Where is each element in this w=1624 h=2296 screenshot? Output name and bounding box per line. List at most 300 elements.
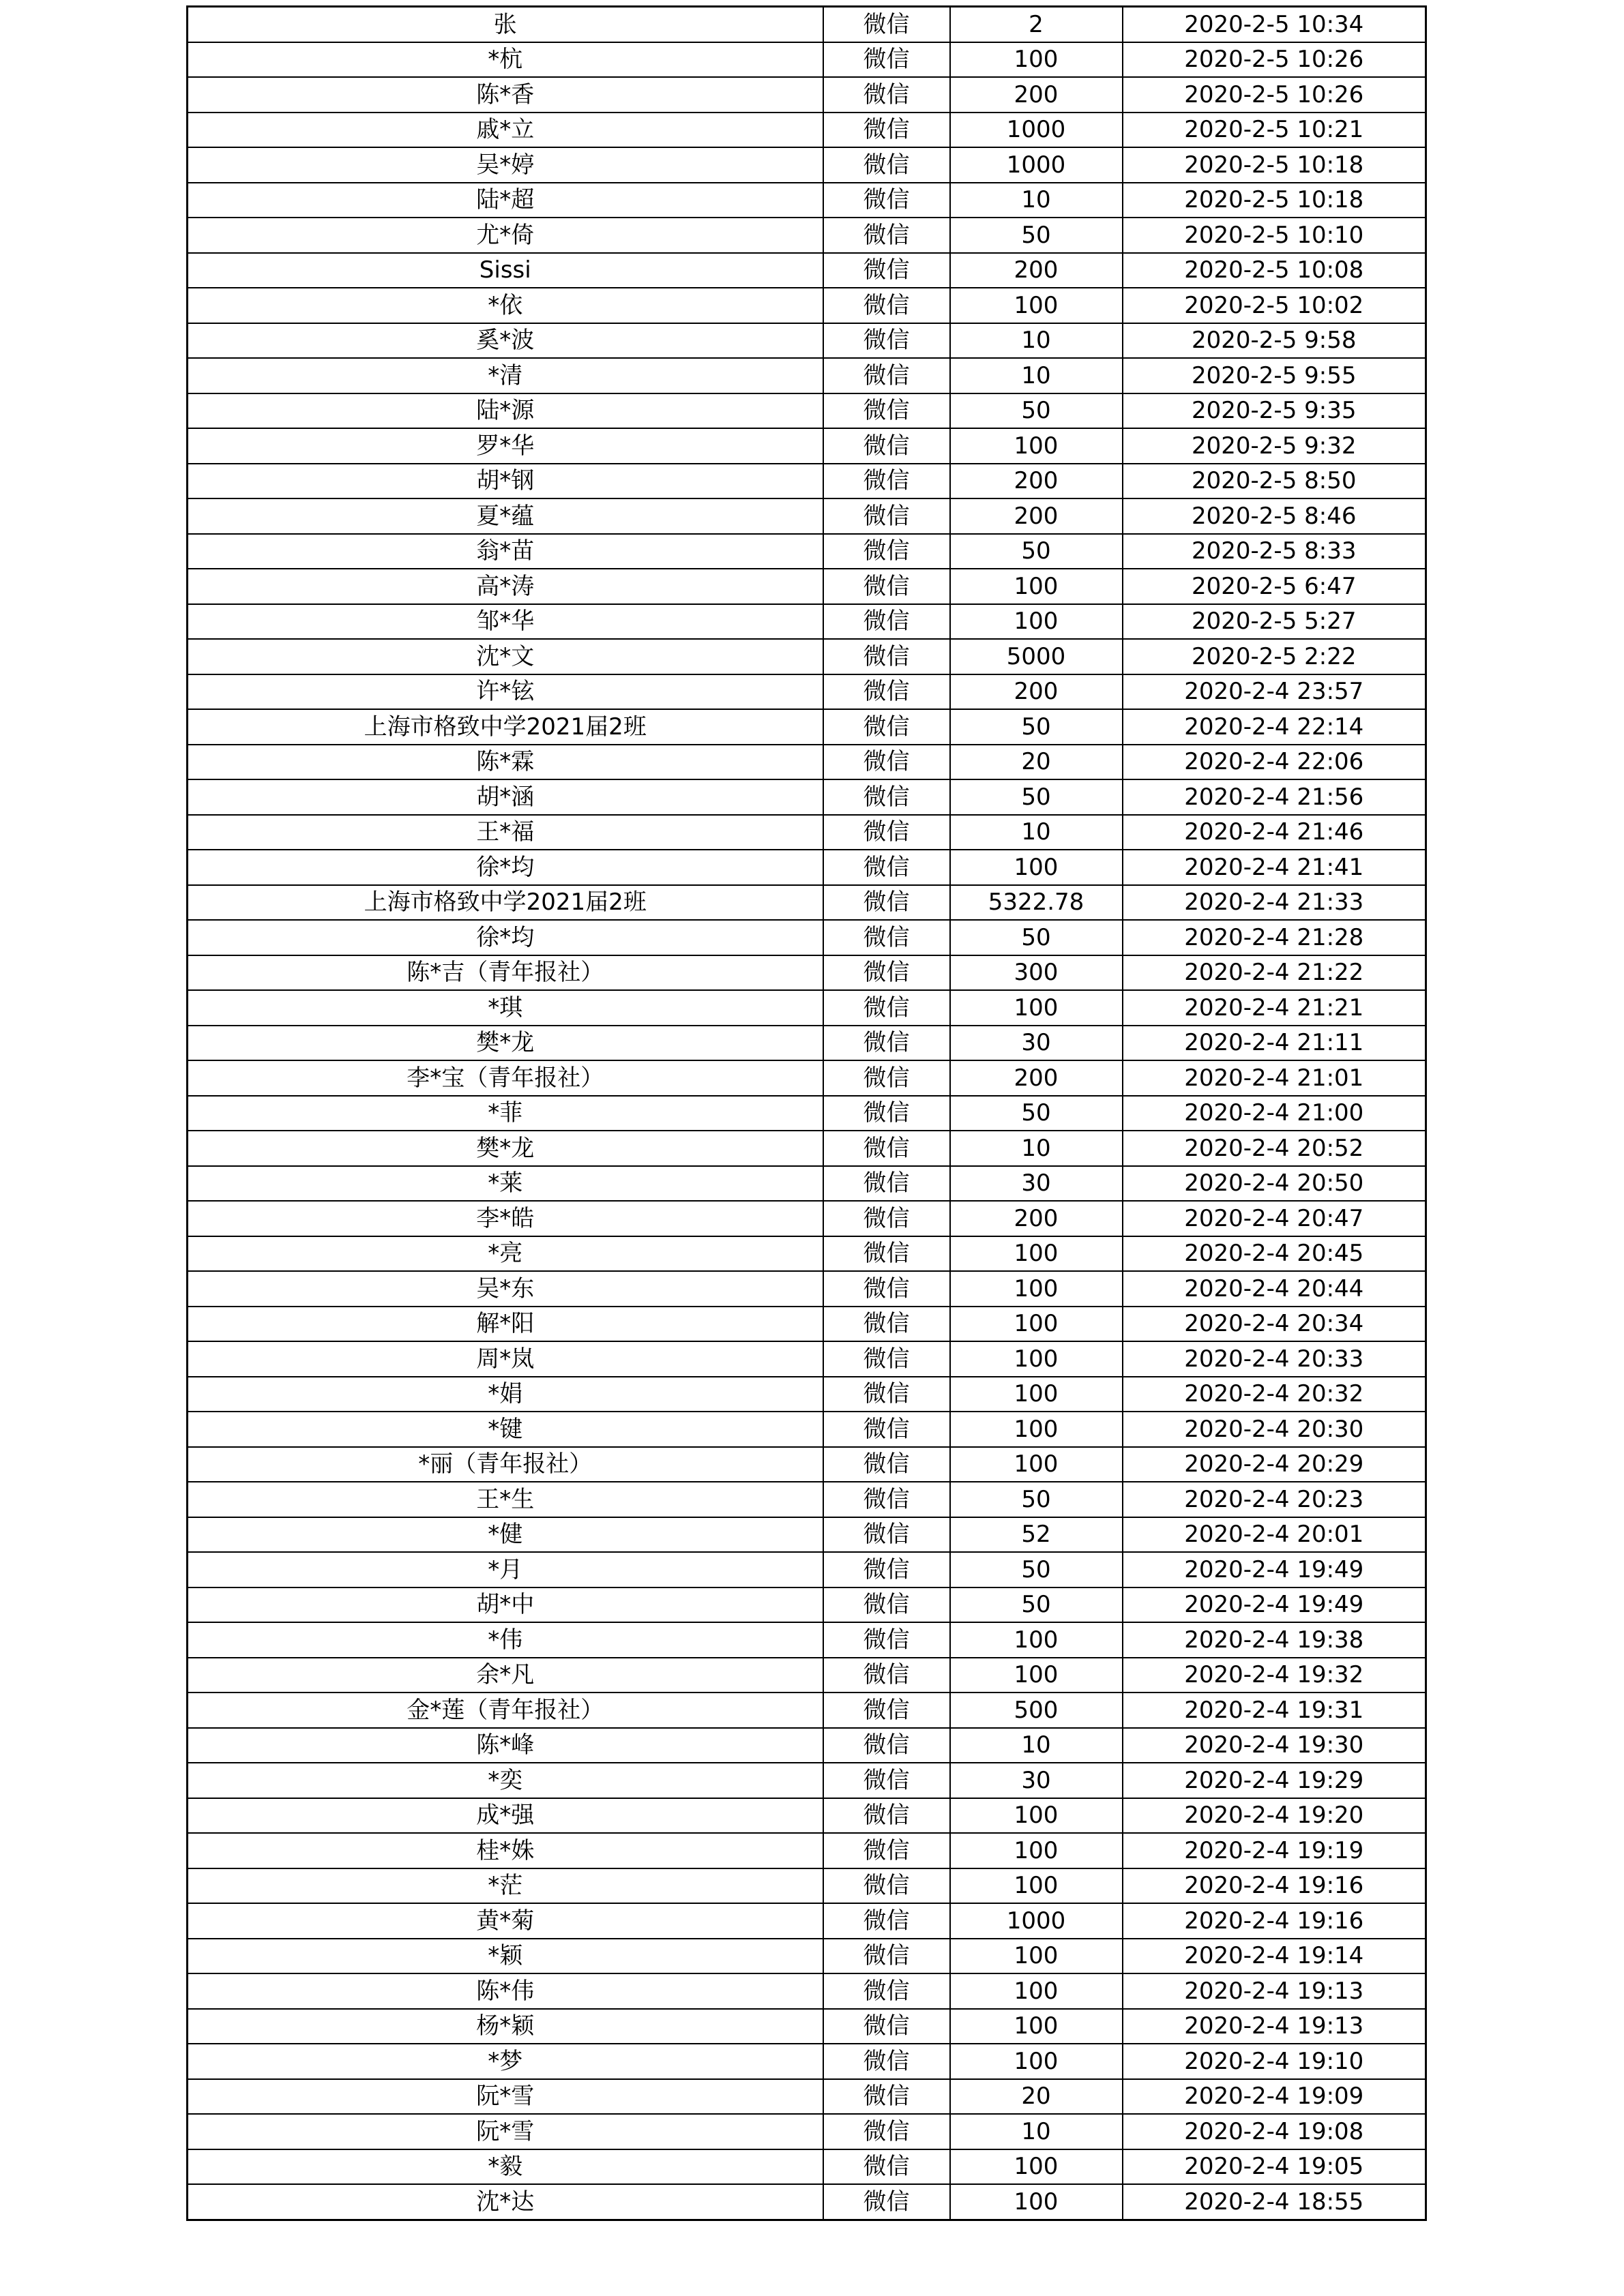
table-row [188,7,1426,42]
datetime-cell: 2020-2-5 10:02 [1123,288,1426,323]
payment-method-cell: 微信 [823,569,950,604]
payment-method-cell: 微信 [823,1517,950,1553]
amount-cell: 100 [950,2184,1123,2220]
table-row [188,1271,1426,1307]
amount-cell: 50 [950,1587,1123,1623]
datetime-cell: 2020-2-4 23:57 [1123,674,1426,710]
table-row [188,1833,1426,1868]
table-row [188,1096,1426,1131]
table-row [188,990,1426,1026]
table-row [188,1377,1426,1412]
table-row [188,1482,1426,1517]
amount-cell: 5322.78 [950,885,1123,921]
amount-cell: 100 [950,2044,1123,2079]
amount-cell: 100 [950,1236,1123,1272]
payment-method-cell: 微信 [823,218,950,253]
payment-method-cell: 微信 [823,1307,950,1342]
donation-table-body [188,7,1426,2220]
datetime-cell: 2020-2-5 5:27 [1123,604,1426,640]
payment-method-cell: 微信 [823,990,950,1026]
table-row [188,1201,1426,1236]
donor-name-cell: *月 [188,1552,823,1587]
amount-cell: 100 [950,1271,1123,1307]
payment-method-cell: 微信 [823,147,950,183]
donor-name-cell: *杭 [188,42,823,78]
payment-method-cell: 微信 [823,428,950,464]
payment-method-cell: 微信 [823,1693,950,1728]
amount-cell: 300 [950,955,1123,991]
datetime-cell: 2020-2-4 19:49 [1123,1587,1426,1623]
payment-method-cell: 微信 [823,1798,950,1834]
datetime-cell: 2020-2-4 21:56 [1123,779,1426,815]
table-row [188,1693,1426,1728]
datetime-cell: 2020-2-4 21:21 [1123,990,1426,1026]
table-row [188,1763,1426,1798]
payment-method-cell: 微信 [823,1728,950,1763]
table-row [188,639,1426,674]
payment-method-cell: 微信 [823,850,950,885]
datetime-cell: 2020-2-5 8:33 [1123,534,1426,569]
donor-name-cell: 奚*波 [188,323,823,359]
payment-method-cell: 微信 [823,955,950,991]
amount-cell: 1000 [950,147,1123,183]
donor-name-cell: *毅 [188,2149,823,2185]
datetime-cell: 2020-2-4 19:16 [1123,1868,1426,1904]
amount-cell: 10 [950,1728,1123,1763]
donor-name-cell: *依 [188,288,823,323]
datetime-cell: 2020-2-5 9:32 [1123,428,1426,464]
donor-name-cell: *奕 [188,1763,823,1798]
donor-name-cell: *琪 [188,990,823,1026]
amount-cell: 100 [950,1622,1123,1658]
table-row [188,323,1426,359]
datetime-cell: 2020-2-4 21:33 [1123,885,1426,921]
table-row [188,709,1426,745]
donor-name-cell: 吴*婷 [188,147,823,183]
datetime-cell: 2020-2-4 20:52 [1123,1131,1426,1166]
table-row [188,1868,1426,1904]
table-row [188,113,1426,148]
donor-name-cell: *键 [188,1412,823,1447]
amount-cell: 100 [950,1447,1123,1482]
table-row [188,569,1426,604]
amount-cell: 100 [950,1798,1123,1834]
datetime-cell: 2020-2-4 21:46 [1123,815,1426,850]
payment-method-cell: 微信 [823,1447,950,1482]
donor-name-cell: 樊*龙 [188,1131,823,1166]
donor-name-cell: 陆*超 [188,183,823,218]
amount-cell: 100 [950,1377,1123,1412]
payment-method-cell: 微信 [823,323,950,359]
payment-method-cell: 微信 [823,604,950,640]
donor-name-cell: 陈*霖 [188,745,823,780]
table-row [188,1307,1426,1342]
donor-name-cell: 上海市格致中学2021届2班 [188,709,823,745]
amount-cell: 30 [950,1763,1123,1798]
amount-cell: 20 [950,2079,1123,2115]
datetime-cell: 2020-2-5 10:26 [1123,77,1426,113]
table-row [188,1412,1426,1447]
amount-cell: 20 [950,745,1123,780]
payment-method-cell: 微信 [823,464,950,499]
table-row [188,745,1426,780]
datetime-cell: 2020-2-4 20:45 [1123,1236,1426,1272]
amount-cell: 100 [950,1868,1123,1904]
payment-method-cell: 微信 [823,1833,950,1868]
amount-cell: 200 [950,498,1123,534]
amount-cell: 100 [950,2149,1123,2185]
amount-cell: 100 [950,1939,1123,1974]
donor-name-cell: *颖 [188,1939,823,1974]
donor-name-cell: 阮*雪 [188,2114,823,2149]
payment-method-cell: 微信 [823,42,950,78]
amount-cell: 50 [950,218,1123,253]
datetime-cell: 2020-2-5 9:35 [1123,393,1426,429]
amount-cell: 100 [950,604,1123,640]
payment-method-cell: 微信 [823,779,950,815]
payment-method-cell: 微信 [823,1377,950,1412]
payment-method-cell: 微信 [823,639,950,674]
datetime-cell: 2020-2-4 19:14 [1123,1939,1426,1974]
table-row [188,1658,1426,1693]
table-row [188,1060,1426,1096]
table-row [188,1939,1426,1974]
payment-method-cell: 微信 [823,498,950,534]
donor-name-cell: 高*涛 [188,569,823,604]
amount-cell: 50 [950,393,1123,429]
amount-cell: 100 [950,569,1123,604]
datetime-cell: 2020-2-5 10:26 [1123,42,1426,78]
payment-method-cell: 微信 [823,253,950,288]
donor-name-cell: *健 [188,1517,823,1553]
datetime-cell: 2020-2-5 9:58 [1123,323,1426,359]
payment-method-cell: 微信 [823,885,950,921]
payment-method-cell: 微信 [823,1658,950,1693]
table-row [188,358,1426,393]
payment-method-cell: 微信 [823,1201,950,1236]
amount-cell: 10 [950,323,1123,359]
datetime-cell: 2020-2-5 10:08 [1123,253,1426,288]
amount-cell: 1000 [950,113,1123,148]
donor-name-cell: *莱 [188,1166,823,1202]
datetime-cell: 2020-2-4 21:01 [1123,1060,1426,1096]
datetime-cell: 2020-2-4 21:41 [1123,850,1426,885]
table-row [188,2009,1426,2044]
amount-cell: 100 [950,1412,1123,1447]
datetime-cell: 2020-2-4 18:55 [1123,2184,1426,2220]
donor-name-cell: 上海市格致中学2021届2班 [188,885,823,921]
payment-method-cell: 微信 [823,1096,950,1131]
donor-name-cell: 许*铉 [188,674,823,710]
datetime-cell: 2020-2-5 10:34 [1123,7,1426,42]
datetime-cell: 2020-2-4 19:20 [1123,1798,1426,1834]
table-row [188,1517,1426,1553]
donor-name-cell: 尤*倚 [188,218,823,253]
table-row [188,2149,1426,2185]
amount-cell: 100 [950,990,1123,1026]
table-row [188,147,1426,183]
table-row [188,779,1426,815]
amount-cell: 50 [950,920,1123,955]
datetime-cell: 2020-2-4 19:13 [1123,2009,1426,2044]
table-row [188,885,1426,921]
datetime-cell: 2020-2-5 6:47 [1123,569,1426,604]
amount-cell: 50 [950,534,1123,569]
amount-cell: 100 [950,428,1123,464]
payment-method-cell: 微信 [823,1271,950,1307]
datetime-cell: 2020-2-5 10:18 [1123,183,1426,218]
amount-cell: 100 [950,1833,1123,1868]
table-row [188,428,1426,464]
amount-cell: 500 [950,1693,1123,1728]
donor-name-cell: 杨*颖 [188,2009,823,2044]
donor-name-cell: *伟 [188,1622,823,1658]
payment-method-cell: 微信 [823,113,950,148]
payment-method-cell: 微信 [823,1903,950,1939]
payment-method-cell: 微信 [823,2044,950,2079]
amount-cell: 1000 [950,1903,1123,1939]
amount-cell: 200 [950,674,1123,710]
payment-method-cell: 微信 [823,534,950,569]
donor-name-cell: 沈*文 [188,639,823,674]
table-row [188,2184,1426,2220]
datetime-cell: 2020-2-5 8:50 [1123,464,1426,499]
donor-name-cell: 李*宝（青年报社） [188,1060,823,1096]
table-row [188,253,1426,288]
payment-method-cell: 微信 [823,745,950,780]
payment-method-cell: 微信 [823,393,950,429]
payment-method-cell: 微信 [823,1763,950,1798]
donor-name-cell: 王*福 [188,815,823,850]
donor-name-cell: 解*阳 [188,1307,823,1342]
datetime-cell: 2020-2-5 8:46 [1123,498,1426,534]
amount-cell: 50 [950,1096,1123,1131]
amount-cell: 30 [950,1166,1123,1202]
donor-name-cell: 王*生 [188,1482,823,1517]
table-row [188,1622,1426,1658]
payment-method-cell: 微信 [823,674,950,710]
datetime-cell: 2020-2-4 19:05 [1123,2149,1426,2185]
datetime-cell: 2020-2-4 20:32 [1123,1377,1426,1412]
payment-method-cell: 微信 [823,183,950,218]
donor-name-cell: 陈*吉（青年报社） [188,955,823,991]
donor-name-cell: 余*凡 [188,1658,823,1693]
datetime-cell: 2020-2-4 21:00 [1123,1096,1426,1131]
payment-method-cell: 微信 [823,1973,950,2009]
amount-cell: 100 [950,1341,1123,1377]
donor-name-cell: 李*皓 [188,1201,823,1236]
donor-name-cell: 周*岚 [188,1341,823,1377]
table-row [188,674,1426,710]
payment-method-cell: 微信 [823,815,950,850]
amount-cell: 50 [950,779,1123,815]
amount-cell: 100 [950,2009,1123,2044]
donor-name-cell: 邹*华 [188,604,823,640]
donor-name-cell: *亮 [188,1236,823,1272]
amount-cell: 200 [950,253,1123,288]
donor-name-cell: *梦 [188,2044,823,2079]
donor-name-cell: 陈*峰 [188,1728,823,1763]
table-row [188,920,1426,955]
datetime-cell: 2020-2-4 20:01 [1123,1517,1426,1553]
donor-name-cell: 夏*蕴 [188,498,823,534]
amount-cell: 10 [950,1131,1123,1166]
amount-cell: 10 [950,2114,1123,2149]
donor-name-cell: *娟 [188,1377,823,1412]
payment-method-cell: 微信 [823,1026,950,1061]
amount-cell: 10 [950,815,1123,850]
datetime-cell: 2020-2-4 20:33 [1123,1341,1426,1377]
amount-cell: 100 [950,1307,1123,1342]
payment-method-cell: 微信 [823,1552,950,1587]
table-row [188,288,1426,323]
table-row [188,1798,1426,1834]
table-row [188,815,1426,850]
donor-name-cell: 陆*源 [188,393,823,429]
donor-name-cell: 徐*均 [188,920,823,955]
table-row [188,1236,1426,1272]
donor-name-cell: 张 [188,7,823,42]
datetime-cell: 2020-2-4 19:08 [1123,2114,1426,2149]
datetime-cell: 2020-2-5 10:18 [1123,147,1426,183]
donor-name-cell: 樊*龙 [188,1026,823,1061]
datetime-cell: 2020-2-4 19:49 [1123,1552,1426,1587]
datetime-cell: 2020-2-4 19:32 [1123,1658,1426,1693]
table-row [188,1026,1426,1061]
donor-name-cell: 戚*立 [188,113,823,148]
payment-method-cell: 微信 [823,1131,950,1166]
payment-method-cell: 微信 [823,1166,950,1202]
datetime-cell: 2020-2-4 21:28 [1123,920,1426,955]
table-row [188,1131,1426,1166]
payment-method-cell: 微信 [823,1868,950,1904]
donor-name-cell: 胡*钢 [188,464,823,499]
donor-name-cell: 翁*苗 [188,534,823,569]
amount-cell: 200 [950,464,1123,499]
donor-name-cell: *茫 [188,1868,823,1904]
table-row [188,2079,1426,2115]
donor-name-cell: 胡*中 [188,1587,823,1623]
amount-cell: 5000 [950,639,1123,674]
donor-name-cell: 成*强 [188,1798,823,1834]
payment-method-cell: 微信 [823,2149,950,2185]
amount-cell: 200 [950,77,1123,113]
amount-cell: 100 [950,850,1123,885]
donor-name-cell: 吴*东 [188,1271,823,1307]
payment-method-cell: 微信 [823,2079,950,2115]
payment-method-cell: 微信 [823,1622,950,1658]
payment-method-cell: 微信 [823,1482,950,1517]
table-row [188,1587,1426,1623]
payment-method-cell: 微信 [823,7,950,42]
datetime-cell: 2020-2-4 21:11 [1123,1026,1426,1061]
payment-method-cell: 微信 [823,920,950,955]
datetime-cell: 2020-2-4 19:19 [1123,1833,1426,1868]
table-row [188,1552,1426,1587]
table-row [188,534,1426,569]
datetime-cell: 2020-2-4 20:34 [1123,1307,1426,1342]
payment-method-cell: 微信 [823,1412,950,1447]
amount-cell: 50 [950,1482,1123,1517]
amount-cell: 100 [950,288,1123,323]
payment-method-cell: 微信 [823,709,950,745]
donor-name-cell: 阮*雪 [188,2079,823,2115]
datetime-cell: 2020-2-5 2:22 [1123,639,1426,674]
payment-method-cell: 微信 [823,1060,950,1096]
datetime-cell: 2020-2-4 19:29 [1123,1763,1426,1798]
datetime-cell: 2020-2-4 22:14 [1123,709,1426,745]
table-row [188,1903,1426,1939]
payment-method-cell: 微信 [823,77,950,113]
donor-name-cell: 陈*香 [188,77,823,113]
table-row [188,1728,1426,1763]
amount-cell: 10 [950,183,1123,218]
datetime-cell: 2020-2-4 19:13 [1123,1973,1426,2009]
datetime-cell: 2020-2-4 20:29 [1123,1447,1426,1482]
table-row [188,464,1426,499]
table-row [188,1973,1426,2009]
datetime-cell: 2020-2-4 20:50 [1123,1166,1426,1202]
donor-name-cell: 罗*华 [188,428,823,464]
table-row [188,218,1426,253]
donor-name-cell: 徐*均 [188,850,823,885]
donor-name-cell: 桂*姝 [188,1833,823,1868]
table-row [188,393,1426,429]
amount-cell: 100 [950,1658,1123,1693]
table-row [188,2044,1426,2079]
donor-name-cell: 黄*菊 [188,1903,823,1939]
datetime-cell: 2020-2-5 10:21 [1123,113,1426,148]
donor-name-cell: *丽（青年报社） [188,1447,823,1482]
table-row [188,955,1426,991]
table-row [188,1341,1426,1377]
datetime-cell: 2020-2-4 19:30 [1123,1728,1426,1763]
donor-name-cell: 胡*涵 [188,779,823,815]
datetime-cell: 2020-2-4 19:16 [1123,1903,1426,1939]
donor-name-cell: 陈*伟 [188,1973,823,2009]
table-row [188,42,1426,78]
table-row [188,2114,1426,2149]
amount-cell: 2 [950,7,1123,42]
amount-cell: 200 [950,1060,1123,1096]
payment-method-cell: 微信 [823,1587,950,1623]
donor-name-cell: *菲 [188,1096,823,1131]
amount-cell: 30 [950,1026,1123,1061]
amount-cell: 50 [950,1552,1123,1587]
datetime-cell: 2020-2-4 20:23 [1123,1482,1426,1517]
table-row [188,1447,1426,1482]
datetime-cell: 2020-2-4 20:44 [1123,1271,1426,1307]
datetime-cell: 2020-2-4 19:38 [1123,1622,1426,1658]
payment-method-cell: 微信 [823,2184,950,2220]
payment-method-cell: 微信 [823,288,950,323]
datetime-cell: 2020-2-4 20:30 [1123,1412,1426,1447]
datetime-cell: 2020-2-4 19:10 [1123,2044,1426,2079]
amount-cell: 100 [950,42,1123,78]
datetime-cell: 2020-2-4 19:31 [1123,1693,1426,1728]
amount-cell: 10 [950,358,1123,393]
table-row [188,77,1426,113]
donor-name-cell: *清 [188,358,823,393]
payment-method-cell: 微信 [823,2114,950,2149]
table-row [188,1166,1426,1202]
amount-cell: 52 [950,1517,1123,1553]
table-row [188,850,1426,885]
datetime-cell: 2020-2-5 9:55 [1123,358,1426,393]
amount-cell: 100 [950,1973,1123,2009]
amount-cell: 200 [950,1201,1123,1236]
payment-method-cell: 微信 [823,1939,950,1974]
